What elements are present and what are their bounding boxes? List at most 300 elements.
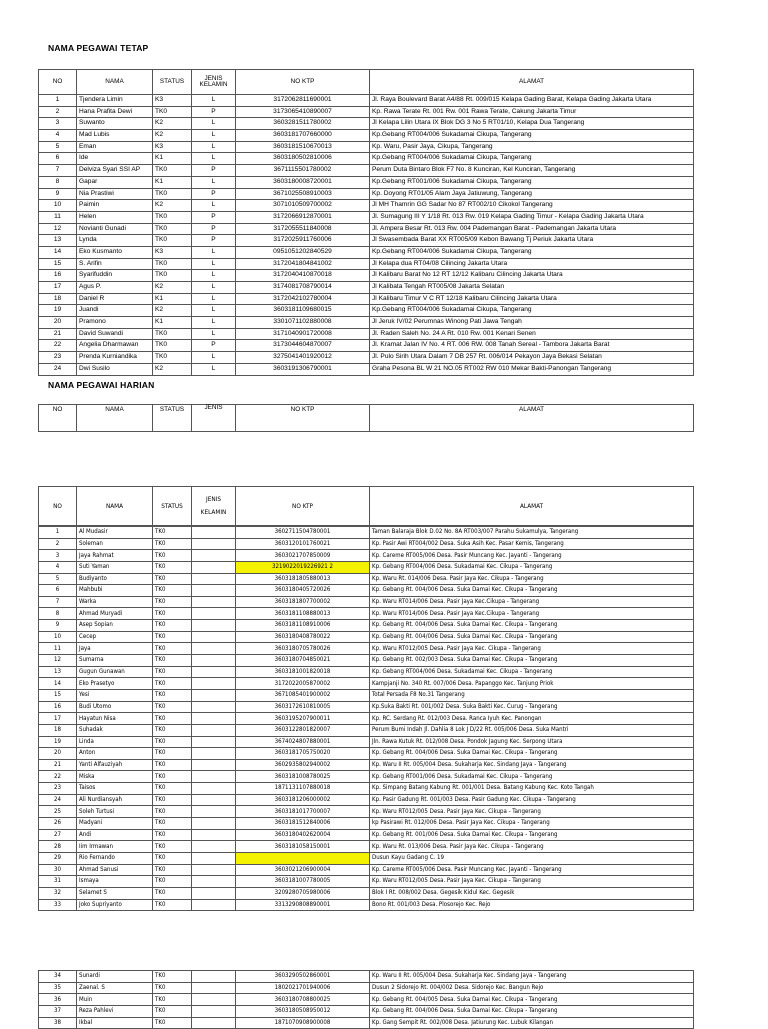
cell-no: 17 (39, 713, 77, 725)
cell-ktp: 3172040410870018 (236, 270, 370, 282)
cell-no: 2 (39, 106, 77, 118)
table-row (39, 188, 694, 200)
cell-no: 8 (39, 608, 77, 620)
cell-ktp: 3603181058150001 (236, 841, 370, 853)
table-row (39, 561, 694, 573)
cell-no: 12 (39, 655, 77, 667)
cell-jenis-kelamin (192, 538, 236, 550)
cell-nama: Miska (77, 771, 153, 783)
table-row (39, 1005, 694, 1017)
cell-alamat: Jl Kalibaru Timur V C RT 12/18 Kalibaru Cilincing Jakarta Utara (370, 293, 694, 305)
table-row (39, 527, 694, 539)
cell-alamat: Kp. Waru RT012/005 Desa. Pasir Jaya Kec. Cikupa - Tangerang (370, 643, 694, 655)
table-row (39, 258, 694, 270)
cell-alamat: Blok I Rt. 008/002 Desa. Gegesik Kidul Kec. Gegesik (370, 887, 694, 899)
cell-no: 4 (39, 130, 77, 142)
table-row (39, 852, 694, 864)
cell-ktp: 3603180402620004 (236, 829, 370, 841)
cell-alamat: Jl Swasembada Barat XX RT005/09 Kebon Bawang Tj Periuk Jakarta Utara (370, 235, 694, 247)
cell-nama: Suhadak (77, 724, 153, 736)
cell-ktp: 3603180708800025 (236, 994, 370, 1006)
cell-nama: Pramono (77, 317, 153, 329)
col-header-jenis-kelamin (192, 487, 236, 526)
cell-no: 32 (39, 887, 77, 899)
cell-ktp: 3603181707660000 (236, 130, 370, 142)
cell-status: TK0 (153, 666, 192, 678)
cell-ktp: 3603195207900011 (236, 713, 370, 725)
cell-no: 7 (39, 596, 77, 608)
cell-jenis-kelamin (192, 585, 236, 597)
table-row (39, 200, 694, 212)
table-row (39, 106, 694, 118)
cell-alamat: Kp. RC. Serdang Rt. 012/003 Desa. Ranca Iyuh Kec. Panongan (370, 713, 694, 725)
page-break-header-continued (38, 495, 693, 526)
cell-status: K3 (153, 246, 192, 258)
cell-status: K2 (153, 130, 192, 142)
cell-no: 38 (39, 1017, 77, 1029)
cell-status: TK0 (153, 736, 192, 748)
cell-nama: Suti Yaman (77, 561, 153, 573)
cell-jenis-kelamin (192, 620, 236, 632)
cell-no: 27 (39, 829, 77, 841)
cell-status: TK0 (153, 328, 192, 340)
cell-no: 16 (39, 701, 77, 713)
cell-no: 9 (39, 188, 77, 200)
table-row (39, 340, 694, 352)
cell-alamat: Perum Bumi Indah Jl. Dahlia 8 Lok J D/22 Rt. 005/006 Desa. Suka Mantri (370, 724, 694, 736)
cell-jenis-kelamin (192, 829, 236, 841)
cell-jenis-kelamin: L (192, 118, 236, 130)
table-row (39, 130, 694, 142)
cell-no: 37 (39, 1005, 77, 1017)
cell-nama: Anton (77, 748, 153, 760)
cell-no: 6 (39, 153, 77, 165)
table-row (39, 176, 694, 188)
cell-alamat: Kp. Waru, Pasir Jaya, Cikupa, Tangerang (370, 141, 694, 153)
cell-nama: Budiyanto (77, 573, 153, 585)
cell-jenis-kelamin: L (192, 363, 236, 375)
cell-ktp: 3275041401920012 (236, 352, 370, 364)
cell-alamat: Kp. Rawa Terate Rt. 001 Rw. 001 Rawa Terate, Cakung Jakarta Timur (370, 106, 694, 118)
table-pegawai-tetap (38, 69, 694, 376)
table-row (39, 771, 694, 783)
cell-jenis-kelamin (192, 678, 236, 690)
cell-status: TK0 (153, 994, 192, 1006)
cell-status: TK0 (153, 771, 192, 783)
cell-alamat: Kp. Waru II Rt. 005/004 Desa. Sukaharja Kec. Sindang Jaya - Tangerang (370, 971, 694, 983)
cell-ktp: 3603181705750020 (236, 748, 370, 760)
cell-jenis-kelamin: L (192, 200, 236, 212)
cell-no: 6 (39, 585, 77, 597)
cell-ktp: 3671085401900002 (236, 689, 370, 701)
cell-jenis-kelamin (192, 573, 236, 585)
cell-jenis-kelamin: L (192, 352, 236, 364)
cell-status: TK0 (153, 794, 192, 806)
cell-jenis-kelamin (192, 771, 236, 783)
cell-no: 29 (39, 852, 77, 864)
cell-ktp: 3671115501780002 (236, 165, 370, 177)
cell-jenis-kelamin (192, 701, 236, 713)
cell-alamat: Kp. Gebang Rt. 004/006 Desa. Suka Damai Kec. Cikupa - Tangerang (370, 631, 694, 643)
cell-nama: Budi Utomo (77, 701, 153, 713)
cell-jenis-kelamin: P (192, 188, 236, 200)
cell-no: 20 (39, 317, 77, 329)
cell-no: 22 (39, 340, 77, 352)
cell-ktp: 3603181805880013 (236, 573, 370, 585)
cell-no: 23 (39, 352, 77, 364)
cell-no: 23 (39, 783, 77, 795)
cell-jenis-kelamin: P (192, 106, 236, 118)
cell-alamat: Kp.Gebang RT004/006 Sukadamai Cikupa, Tangerang (370, 153, 694, 165)
cell-alamat: Kp. Gebang RT004/006 Desa. Sukadamai Kec. Cikupa - Tangerang (370, 561, 694, 573)
cell-status: TK0 (153, 852, 192, 864)
cell-jenis-kelamin: P (192, 211, 236, 223)
table-row (39, 713, 694, 725)
cell-jenis-kelamin (192, 655, 236, 667)
cell-nama: Suwanto (77, 118, 153, 130)
cell-ktp: 3301071102880008 (236, 317, 370, 329)
col-header-jenis: JENIS (206, 495, 221, 504)
cell-nama: Soleh Turtusi (77, 806, 153, 818)
cell-status: K2 (153, 363, 192, 375)
cell-nama: Juandi (77, 305, 153, 317)
cell-status: TK0 (153, 165, 192, 177)
cell-ktp: 3172062811690001 (236, 95, 370, 107)
cell-no: 10 (39, 631, 77, 643)
cell-no: 1 (39, 95, 77, 107)
cell-jenis-kelamin (192, 783, 236, 795)
cell-ktp: 1802021701940006 (236, 982, 370, 994)
cell-status: TK0 (153, 608, 192, 620)
cell-ktp: 3603180008720001 (236, 176, 370, 188)
cell-alamat: Jl. Kramat Jalan IV No. 4 RT. 006 RW. 008 Tanah Sereal - Tambora Jakarta Barat (370, 340, 694, 352)
cell-no: 11 (39, 643, 77, 655)
cell-jenis-kelamin (192, 1005, 236, 1017)
cell-jenis-kelamin (192, 596, 236, 608)
cell-status: TK0 (153, 106, 192, 118)
cell-jenis-kelamin (192, 759, 236, 771)
cell-status: TK0 (153, 585, 192, 597)
cell-no: 19 (39, 736, 77, 748)
cell-ktp: 3603180405720026 (236, 585, 370, 597)
cell-ktp: 3603180502810006 (236, 153, 370, 165)
cell-nama: Lynda (77, 235, 153, 247)
table-row (39, 608, 694, 620)
table-row (39, 293, 694, 305)
cell-alamat: Jl Kelapa dua RT04/08 Cilincing Jakarta Utara (370, 258, 694, 270)
col-header-nama: NAMA (77, 70, 153, 95)
cell-ktp: 3313290808890001 (236, 899, 370, 911)
cell-jenis-kelamin (192, 982, 236, 994)
cell-nama: Cecep (77, 631, 153, 643)
cell-nama: David Suwandi (77, 328, 153, 340)
cell-no: 14 (39, 678, 77, 690)
cell-ktp: 3602935802940002 (236, 759, 370, 771)
table-row (39, 620, 694, 632)
cell-no: 35 (39, 982, 77, 994)
col-header-ktp: NO KTP (236, 405, 370, 432)
col-header-alamat: ALAMAT (370, 487, 694, 526)
cell-ktp: 3173044604870007 (236, 340, 370, 352)
table-row (39, 538, 694, 550)
cell-nama: Joko Supriyanto (77, 899, 153, 911)
cell-status: TK0 (153, 1005, 192, 1017)
table-row (39, 235, 694, 247)
cell-alamat: Kp.Gebang RT001/006 Sukadamai Cikupa, Tangerang (370, 176, 694, 188)
cell-alamat: Kp.Gebang RT004/006 Sukadamai Cikupa, Tangerang (370, 246, 694, 258)
cell-nama: Sumarna (77, 655, 153, 667)
col-header-status: STATUS (153, 405, 192, 432)
table-row (39, 655, 694, 667)
cell-status: TK0 (153, 971, 192, 983)
cell-ktp: 3603180704850021 (236, 655, 370, 667)
cell-jenis-kelamin (192, 864, 236, 876)
cell-nama: Mad Lubis (77, 130, 153, 142)
cell-ktp: 0951051202840529 (236, 246, 370, 258)
cell-nama: Madyani (77, 818, 153, 830)
cell-ktp: 3603181109680015 (236, 305, 370, 317)
col-header-jenis-kelamin (192, 70, 236, 95)
cell-ktp: 3603181017700007 (236, 806, 370, 818)
cell-status: K3 (153, 141, 192, 153)
cell-nama: Andi (77, 829, 153, 841)
cell-alamat: Kp. Gang Sempit Rt. 002/008 Desa. Jatiurung Kec. Lubuk Kilangan (370, 1017, 694, 1029)
cell-status: TK0 (153, 724, 192, 736)
cell-jenis-kelamin (192, 724, 236, 736)
cell-nama: Ahmad Muryadi (77, 608, 153, 620)
cell-jenis-kelamin: P (192, 340, 236, 352)
cell-alamat: Jl. Sumagung III Y 1/18 Rt. 013 Rw. 019 Kelapa Gading Timur - Kelapa Gading Jakarta Utara (370, 211, 694, 223)
table-row (39, 550, 694, 562)
cell-alamat: Jl MH Thamrin GG Sadar No 87 RT002/10 Cikokol Tangerang (370, 200, 694, 212)
table-row (39, 305, 694, 317)
cell-ktp: 3602711504780001 (236, 527, 370, 539)
cell-status: TK0 (153, 982, 192, 994)
cell-ktp: 3603191306790001 (236, 363, 370, 375)
cell-alamat: Jl. Pulo Sirih Utara Dalam 7 DB 257 Rt. 006/014 Pekayon Jaya Bekasi Selatan (370, 352, 694, 364)
cell-no: 25 (39, 806, 77, 818)
cell-ktp (236, 852, 370, 864)
cell-status: K1 (153, 293, 192, 305)
table-row (39, 596, 694, 608)
col-header-nama: NAMA (77, 405, 153, 432)
cell-no: 1 (39, 527, 77, 539)
cell-jenis-kelamin: L (192, 317, 236, 329)
cell-ktp: 3172042102780004 (236, 293, 370, 305)
cell-no: 28 (39, 841, 77, 853)
section-title-pegawai-harian: NAMA PEGAWAI HARIAN (48, 380, 155, 390)
cell-alamat: Kp.Gebang RT004/006 Sukadamai Cikupa, Tangerang (370, 305, 694, 317)
cell-no: 2 (39, 538, 77, 550)
cell-nama: Gugun Gunawan (77, 666, 153, 678)
cell-alamat: Kp. Simpang Batang Kabung Rt. 001/001 Desa. Batang Kabung Kec. Koto Tangah (370, 783, 694, 795)
table-row (39, 982, 694, 994)
col-header-jenis: JENIS (204, 74, 223, 82)
col-header-no: NO (39, 405, 77, 432)
cell-ktp: 3603181206000002 (236, 794, 370, 806)
cell-ktp: 3603181108910006 (236, 620, 370, 632)
cell-nama: Jaya Rahmat (77, 550, 153, 562)
cell-nama: Ide (77, 153, 153, 165)
cell-no: 36 (39, 994, 77, 1006)
cell-ktp: 3171040901720008 (236, 328, 370, 340)
cell-no: 31 (39, 876, 77, 888)
cell-alamat: Kp. Gebang Rt. 004/006 Desa. Suka Damai Kec. Cikupa - Tangerang (370, 585, 694, 597)
cell-jenis-kelamin: L (192, 246, 236, 258)
cell-no: 10 (39, 200, 77, 212)
cell-no: 15 (39, 258, 77, 270)
cell-status: K1 (153, 176, 192, 188)
table-row (39, 783, 694, 795)
cell-ktp: 3603021707850009 (236, 550, 370, 562)
table-row (39, 748, 694, 760)
cell-ktp: 3603290502860001 (236, 971, 370, 983)
cell-ktp: 3172041804841002 (236, 258, 370, 270)
cell-jenis-kelamin (192, 643, 236, 655)
cell-alamat: Kp. Pasir Gadung Rt. 001/003 Desa. Pasir Gadung Kec. Cikupa - Tangerang (370, 794, 694, 806)
cell-status: K2 (153, 282, 192, 294)
cell-no: 7 (39, 165, 77, 177)
cell-nama: Hayatun Nisa (77, 713, 153, 725)
cell-ktp: 3603281511780002 (236, 118, 370, 130)
cell-no: 30 (39, 864, 77, 876)
cell-no: 8 (39, 176, 77, 188)
table-row (39, 631, 694, 643)
cell-nama: Hana Prafita Dewi (77, 106, 153, 118)
cell-jenis-kelamin (192, 876, 236, 888)
cell-status: TK0 (153, 818, 192, 830)
cell-status: TK0 (153, 899, 192, 911)
cell-ktp: 3172022005870002 (236, 678, 370, 690)
cell-alamat: kp Pasirawi Rt. 012/006 Desa. Pasir Jaya Kec. Cikupa - Tangerang (370, 818, 694, 830)
cell-status: TK0 (153, 841, 192, 853)
table-row (39, 317, 694, 329)
table-row (39, 282, 694, 294)
cell-jenis-kelamin: L (192, 305, 236, 317)
cell-status: TK0 (153, 223, 192, 235)
cell-nama: Eko Prasetyo (77, 678, 153, 690)
cell-no: 3 (39, 550, 77, 562)
cell-ktp: 3603172610810005 (236, 701, 370, 713)
table-row (39, 689, 694, 701)
cell-ktp: 3071010509700002 (236, 200, 370, 212)
table-row (39, 841, 694, 853)
table-body-pegawai-tetap (39, 95, 694, 376)
cell-no: 21 (39, 759, 77, 771)
cell-nama: S. Arifin (77, 258, 153, 270)
cell-jenis-kelamin: L (192, 258, 236, 270)
table-row (39, 573, 694, 585)
cell-no: 13 (39, 235, 77, 247)
cell-jenis-kelamin (192, 736, 236, 748)
cell-nama: Muin (77, 994, 153, 1006)
page-break-header-fragment (38, 404, 693, 418)
col-header-kelamin: KELAMIN (199, 81, 228, 88)
cell-jenis-kelamin (192, 806, 236, 818)
table-row (39, 153, 694, 165)
cell-ktp: 3209280705980006 (236, 887, 370, 899)
cell-nama: Asep Sopian (77, 620, 153, 632)
cell-jenis-kelamin (192, 561, 236, 573)
cell-alamat: Graha Pesona BL W 21 NO.05 RT002 RW 010 Mekar Bakti-Panongan Tangerang (370, 363, 694, 375)
cell-no: 11 (39, 211, 77, 223)
table-row (39, 141, 694, 153)
cell-jenis-kelamin (192, 527, 236, 539)
table-header-continued (38, 486, 694, 526)
cell-alamat: Kp. Pasir Awi RT004/002 Desa. Suka Asih Kec. Pasar Kemis, Tangerang (370, 538, 694, 550)
cell-alamat: Jl Jeruk IV/02 Perumnas Winong Pati Jawa Tengah (370, 317, 694, 329)
cell-ktp: 3603180705780026 (236, 643, 370, 655)
cell-status: TK0 (153, 748, 192, 760)
cell-nama: Novianti Gunadi (77, 223, 153, 235)
table-header-fragment (38, 404, 694, 432)
cell-nama: Yanti Alfauziyah (77, 759, 153, 771)
cell-status: TK0 (153, 258, 192, 270)
cell-alamat: Jl Kalibaru Barat No 12 RT 12/12 Kalibaru Cilincing Jakarta Utara (370, 270, 694, 282)
cell-jenis-kelamin: L (192, 141, 236, 153)
table-row (39, 328, 694, 340)
table-row (39, 585, 694, 597)
cell-no: 22 (39, 771, 77, 783)
cell-ktp: 1871131107880018 (236, 783, 370, 795)
cell-jenis-kelamin (192, 713, 236, 725)
cell-status: TK0 (153, 655, 192, 667)
cell-no: 18 (39, 724, 77, 736)
cell-nama: Linda (77, 736, 153, 748)
table-row (39, 971, 694, 983)
cell-status: TK0 (153, 701, 192, 713)
col-header-jenis: JENIS (192, 405, 236, 432)
cell-nama: Daniel R (77, 293, 153, 305)
cell-alamat: Total Persada F8 No.31 Tangerang (370, 689, 694, 701)
cell-alamat: Kp. Waru RT012/005 Desa. Pasir Jaya Kec. Cikupa - Tangerang (370, 876, 694, 888)
table-row (39, 246, 694, 258)
cell-no: 20 (39, 748, 77, 760)
cell-ktp: 3603120101760021 (236, 538, 370, 550)
table-pegawai-harian-continued (38, 970, 694, 1029)
cell-alamat: Kp. Careme RT005/006 Desa. Pasir Muncang Kec. Jayanti - Tangerang (370, 550, 694, 562)
cell-ktp: 3603180408780022 (236, 631, 370, 643)
cell-jenis-kelamin (192, 666, 236, 678)
cell-status: TK0 (153, 235, 192, 247)
cell-status: TK0 (153, 689, 192, 701)
cell-no: 33 (39, 899, 77, 911)
table-row (39, 643, 694, 655)
cell-nama: Angelia Dharmawan (77, 340, 153, 352)
cell-no: 17 (39, 282, 77, 294)
cell-alamat: Kp. Waru Rt. 014/006 Desa. Pasir Jaya Kec. Cikupa - Tangerang (370, 573, 694, 585)
cell-status: TK0 (153, 538, 192, 550)
cell-alamat: Kp.Suka Bakti Rt. 001/002 Desa. Suka Bakti Kec. Curug - Tangerang (370, 701, 694, 713)
cell-ktp: 3603181008780025 (236, 771, 370, 783)
cell-no: 19 (39, 305, 77, 317)
cell-no: 14 (39, 246, 77, 258)
cell-status: TK0 (153, 1017, 192, 1029)
cell-nama: Eko Kusmanto (77, 246, 153, 258)
cell-nama: Syarifuddin (77, 270, 153, 282)
cell-status: K2 (153, 200, 192, 212)
cell-nama: Al Mudasir (77, 527, 153, 539)
cell-no: 24 (39, 363, 77, 375)
cell-nama: Tjendera Limin (77, 95, 153, 107)
cell-no: 4 (39, 561, 77, 573)
cell-nama: Ali Nurdiansyah (77, 794, 153, 806)
table-row (39, 666, 694, 678)
cell-status: K2 (153, 118, 192, 130)
cell-jenis-kelamin (192, 608, 236, 620)
cell-alamat: Kp. Waru RT012/005 Desa. Pasir Jaya Kec. Cikupa - Tangerang (370, 806, 694, 818)
cell-nama: Taisos (77, 783, 153, 795)
